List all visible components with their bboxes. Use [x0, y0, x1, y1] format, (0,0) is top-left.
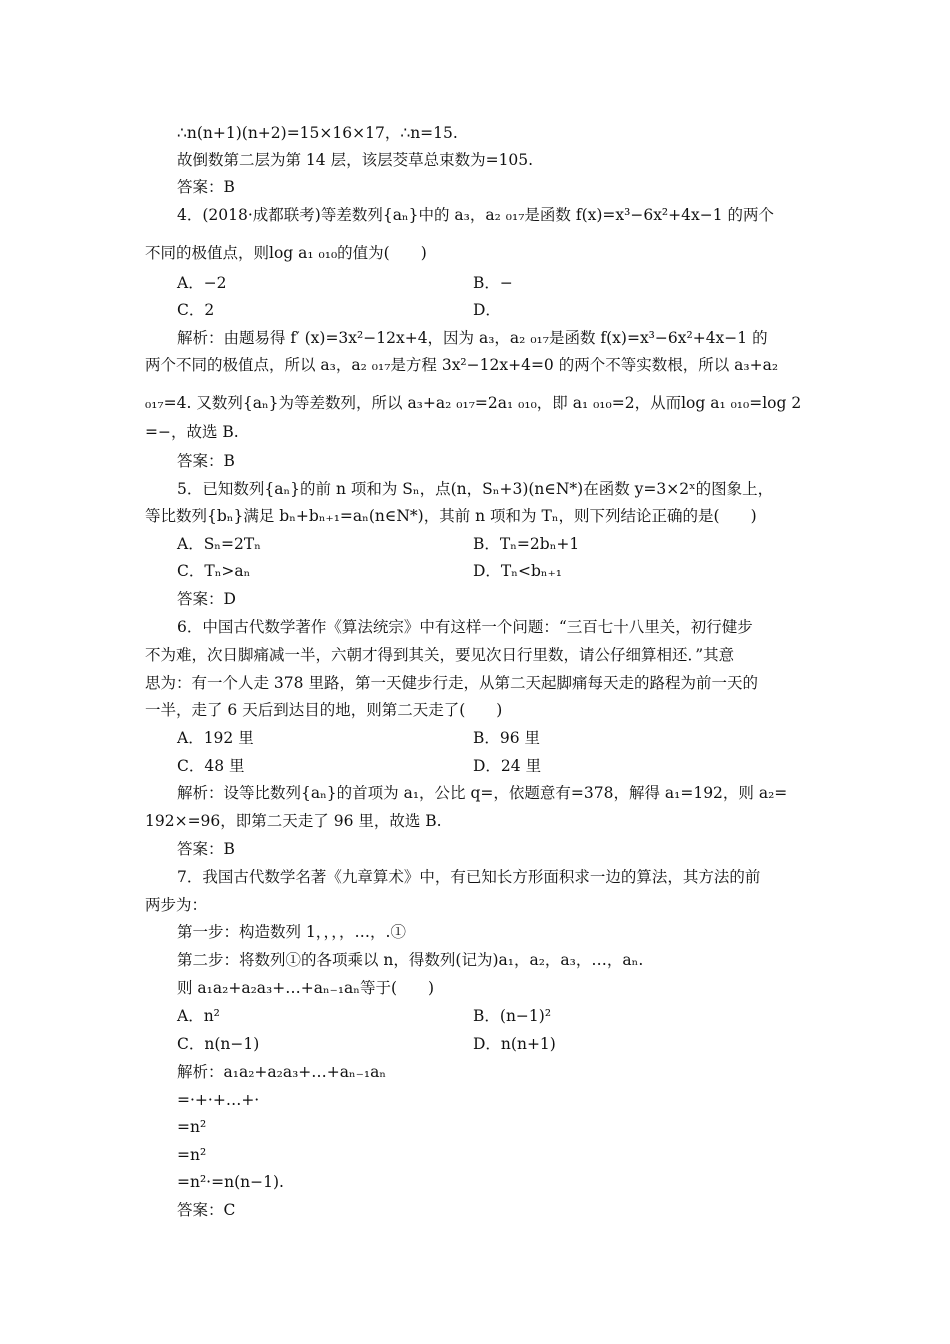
option-a: A．Sₙ=2Tₙ [177, 535, 261, 553]
option-a: A．n² [177, 1007, 220, 1025]
text-line: ∴n(n+1)(n+2)=15×16×17，∴n=15. [177, 124, 458, 142]
question-4-line: 4．(2018·成都联考)等差数列{aₙ}中的 a₃，a₂ ₀₁₇是函数 f(x)=x³−6x²+4x−1 的两个 [177, 206, 775, 224]
option-a: A．−2 [177, 274, 227, 292]
solution-line: =−，故选 B. [145, 423, 239, 441]
option-a: A．192 里 [177, 729, 254, 747]
option-b: B．96 里 [473, 729, 541, 747]
question-6-line: 6．中国古代数学著作《算法统宗》中有这样一个问题：“三百七十八里关，初行健步 [177, 618, 753, 636]
solution-line: =n² [177, 1118, 207, 1136]
solution-line: 两个不同的极值点，所以 a₃，a₂ ₀₁₇是方程 3x²−12x+4=0 的两个不等实数根，所以 a₃+a₂ [145, 356, 779, 374]
question-5-line: 等比数列{bₙ}满足 bₙ+bₙ₊₁=aₙ(n∈N*)，其前 n 项和为 Tₙ，则下列结论正确的是( ) [145, 507, 757, 525]
answer-line: 答案：B [177, 178, 235, 196]
answer-line: 答案：B [177, 452, 235, 470]
solution-line: 解析：设等比数列{aₙ}的首项为 a₁，公比 q=，依题意有=378，解得 a₁=192，则 a₂= [177, 784, 788, 802]
answer-line: 答案：B [177, 840, 235, 858]
solution-line: 解析：由题易得 f′ (x)=3x²−12x+4，因为 a₃，a₂ ₀₁₇是函数 f(x)=x³−6x²+4x−1 的 [177, 329, 768, 347]
question-6-line: 思为：有一个人走 378 里路，第一天健步行走，从第二天起脚痛每天走的路程为前一天的 [145, 674, 758, 692]
option-c: C．n(n−1) [177, 1035, 260, 1053]
question-5-line: 5．已知数列{aₙ}的前 n 项和为 Sₙ，点(n，Sₙ+3)(n∈N*)在函数 y=3×2ˣ的图象上， [177, 480, 774, 498]
option-d: D． [473, 301, 501, 319]
solution-line: =n² [177, 1146, 207, 1164]
answer-line: 答案：D [177, 590, 236, 608]
option-b: B．− [473, 274, 513, 292]
question-7-line: 第一步：构造数列 1，，，，…，.① [177, 923, 406, 941]
solution-line: 解析：a₁a₂+a₂a₃+…+aₙ₋₁aₙ [177, 1063, 387, 1081]
question-4-line: 不同的极值点，则log a₁ ₀₁₀的值为( ) [145, 244, 427, 262]
solution-line: =n²·=n(n−1). [177, 1173, 284, 1191]
question-6-line: 不为难，次日脚痛减一半，六朝才得到其关，要见次日行里数，请公仔细算相还．”其意 [145, 646, 735, 664]
text-line: 故倒数第二层为第 14 层，该层茭草总束数为=105. [177, 151, 534, 169]
option-d: D．n(n+1) [473, 1035, 556, 1053]
question-7-line: 第二步：将数列①的各项乘以 n，得数列(记为)a₁，a₂，a₃，…，aₙ. [177, 951, 644, 969]
option-b: B．(n−1)² [473, 1007, 552, 1025]
answer-line: 答案：C [177, 1201, 236, 1219]
question-7-line: 7．我国古代数学名著《九章算术》中，有已知长方形面积求一边的算法，其方法的前 [177, 868, 761, 886]
option-c: C．2 [177, 301, 215, 319]
solution-line: =·+·+…+· [177, 1091, 260, 1109]
option-c: C．48 里 [177, 757, 245, 775]
solution-line: ₀₁₇=4. 又数列{aₙ}为等差数列，所以 a₃+a₂ ₀₁₇=2a₁ ₀₁₀，即 a₁ ₀₁₀=2，从而log a₁ ₀₁₀=log 2 [145, 394, 802, 412]
solution-line: 192×=96，即第二天走了 96 里，故选 B. [145, 812, 442, 830]
question-7-line: 则 a₁a₂+a₂a₃+…+aₙ₋₁aₙ等于( ) [177, 979, 435, 997]
option-d: D．Tₙ<bₙ₊₁ [473, 562, 562, 580]
option-d: D．24 里 [473, 757, 542, 775]
option-c: C．Tₙ>aₙ [177, 562, 251, 580]
question-7-line: 两步为： [145, 896, 208, 914]
question-6-line: 一半，走了 6 天后到达目的地，则第二天走了( ) [145, 701, 503, 719]
option-b: B．Tₙ=2bₙ+1 [473, 535, 580, 553]
